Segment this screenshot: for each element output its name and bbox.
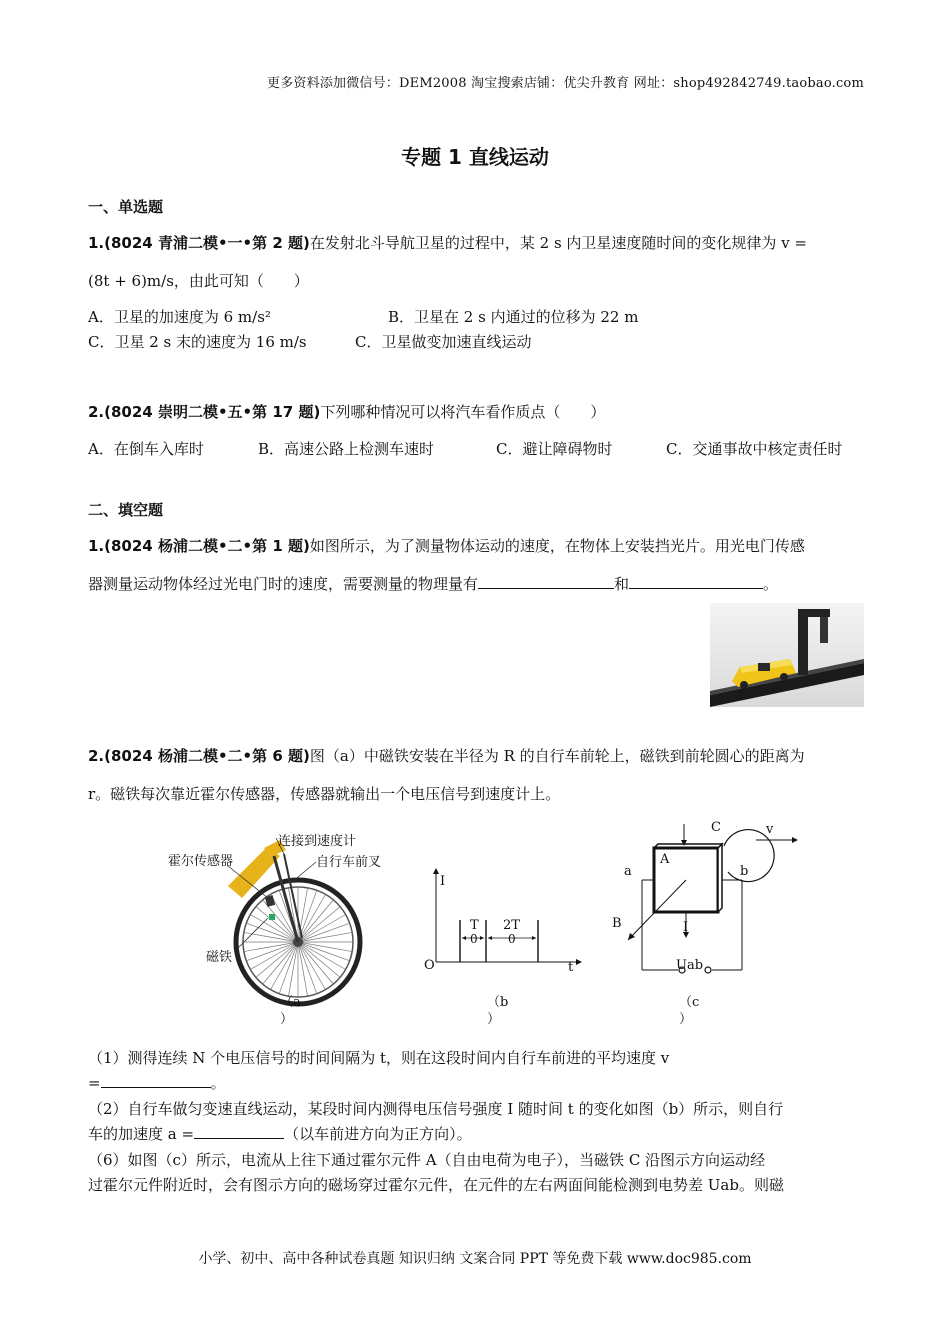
f2-p3-line1: （6）如图（c）所示，电流从上往下通过霍尔元件 A（自由电荷为电子），当磁铁 C 沿图示方向运动经 xyxy=(88,1151,766,1169)
f2-text1: 图（a）中磁铁安装在半径为 R 的自行车前轮上，磁铁到前轮圆心的距离为 xyxy=(309,747,805,765)
label-c-velocity: v xyxy=(766,822,774,837)
page-title: 专题 1 直线运动 xyxy=(401,145,549,169)
f2-p2-line1: （2）自行车做匀变速直线运动，某段时间内测得电压信号强度 I 随时间 t 的变化如图（b）所示，则自行 xyxy=(88,1100,784,1118)
section-fill-blank: 二、填空题 xyxy=(88,501,164,519)
f1-text1: 如图所示，为了测量物体运动的速度，在物体上安装挡光片。用光电门传感 xyxy=(309,537,805,555)
graph-b-origin: O xyxy=(424,958,435,973)
f2-p2-end: （以车前进方向为正方向）。 xyxy=(284,1125,472,1143)
figure-c-caption-1: （c xyxy=(679,995,700,1010)
f1-text2b: 和 xyxy=(614,575,630,593)
q2-option-d: C．交通事故中核定责任时 xyxy=(666,440,843,458)
q1-number: 1.(8024 青浦二模•一•第 2 题) xyxy=(88,234,310,252)
f2-p3-line2: 过霍尔元件附近时，会有图示方向的磁场穿过霍尔元件，在元件的左右两面间能检测到电势差 Uab。则磁 xyxy=(88,1176,784,1194)
q2-option-b: B．高速公路上检测车速时 xyxy=(258,440,435,458)
label-front-fork: 自行车前叉 xyxy=(316,855,382,870)
label-c-face-b: b xyxy=(740,864,749,879)
q1-text1: 在发射北斗导航卫星的过程中，某 2 s 内卫星速度随时间的变化规律为 v = xyxy=(309,234,808,252)
f2-text2: r。磁铁每次靠近霍尔传感器，传感器就输出一个电压信号到速度计上。 xyxy=(88,785,561,803)
label-c-element-a: A xyxy=(660,852,670,867)
page-header: 更多资料添加微信号：DEM2008 淘宝搜索店铺：优尖升教育 网址：shop492842749.taobao.com xyxy=(267,76,864,91)
f1-blank-1[interactable] xyxy=(478,574,614,589)
figure-b-caption-1: （b xyxy=(487,995,509,1010)
figure-b-caption-2: ） xyxy=(487,1012,501,1027)
f2-p2-line2 xyxy=(88,1123,864,1144)
f1-text2c: 。 xyxy=(763,575,779,593)
section-single-choice: 一、单选题 xyxy=(88,198,164,216)
f1-line2 xyxy=(88,573,864,594)
graph-b-axis-i: I xyxy=(440,874,446,889)
page-footer: 小学、初中、高中各种试卷真题 知识归纳 文案合同 PPT 等免费下载 www.doc985.com xyxy=(198,1251,752,1267)
f2-line1 xyxy=(88,745,864,766)
label-c-face-a: a xyxy=(624,864,632,879)
q2-option-a: A．在倒车入库时 xyxy=(88,440,204,458)
label-connect-speedometer: 连接到速度计 xyxy=(278,834,357,849)
f1-text2a: 器测量运动物体经过光电门时的速度，需要测量的物理量有 xyxy=(88,575,479,593)
f2-p1-end: 。 xyxy=(210,1074,226,1092)
label-magnet: 磁铁 xyxy=(206,950,233,965)
f2-blank-acceleration[interactable] xyxy=(194,1124,284,1139)
graph-b-interval-2-sub: 0 xyxy=(508,932,516,946)
q1-option-b: B．卫星在 2 s 内通过的位移为 22 m xyxy=(388,308,639,326)
figure-c-caption-2: ） xyxy=(679,1012,693,1027)
f1-line1 xyxy=(88,535,864,556)
f2-p2-eq: 车的加速度 a = xyxy=(88,1125,195,1143)
graph-b-interval-1: T xyxy=(470,918,479,933)
q2-text: 下列哪种情况可以将汽车看作质点（ ） xyxy=(320,403,606,421)
q2-option-c: C．避让障碍物时 xyxy=(496,440,613,458)
f2-p1-line1: （1）测得连续 N 个电压信号的时间间隔为 t，则在这段时间内自行车前进的平均速度 v xyxy=(88,1049,670,1067)
q1-option-c: C．卫星 2 s 末的速度为 16 m/s xyxy=(88,333,307,351)
q1-line1 xyxy=(88,232,864,253)
q1-option-d: C．卫星做变加速直线运动 xyxy=(355,333,532,351)
figure-c-hall-element xyxy=(606,816,806,981)
label-c-magnet: C xyxy=(711,820,721,835)
f2-blank-velocity[interactable] xyxy=(101,1073,211,1088)
label-c-voltage: Uab xyxy=(676,958,704,973)
q1-option-a: A．卫星的加速度为 6 m/s² xyxy=(88,308,271,326)
label-c-field-b: B xyxy=(612,916,622,931)
f1-number: 1.(8024 杨浦二模•二•第 1 题) xyxy=(88,537,310,555)
graph-b-axis-t: t xyxy=(568,960,574,975)
q1-text2: (8t + 6)m/s，由此可知（ ） xyxy=(88,272,309,290)
photogate-photo xyxy=(710,603,864,707)
graph-b-interval-1-sub: 0 xyxy=(470,932,478,946)
f2-p1-line2 xyxy=(88,1072,864,1093)
figure-a-caption-2: ） xyxy=(280,1012,294,1027)
figure-a-caption-1: （a xyxy=(280,995,301,1010)
f1-blank-2[interactable] xyxy=(629,574,763,589)
graph-b-interval-2: 2T xyxy=(503,918,520,933)
label-hall-sensor: 霍尔传感器 xyxy=(168,854,234,869)
label-c-current: I xyxy=(683,920,689,935)
f2-number: 2.(8024 杨浦二模•二•第 6 题) xyxy=(88,747,310,765)
q2-number: 2.(8024 崇明二模•五•第 17 题) xyxy=(88,403,321,421)
q2-line xyxy=(88,401,864,422)
f2-p1-eq: = xyxy=(88,1074,101,1092)
